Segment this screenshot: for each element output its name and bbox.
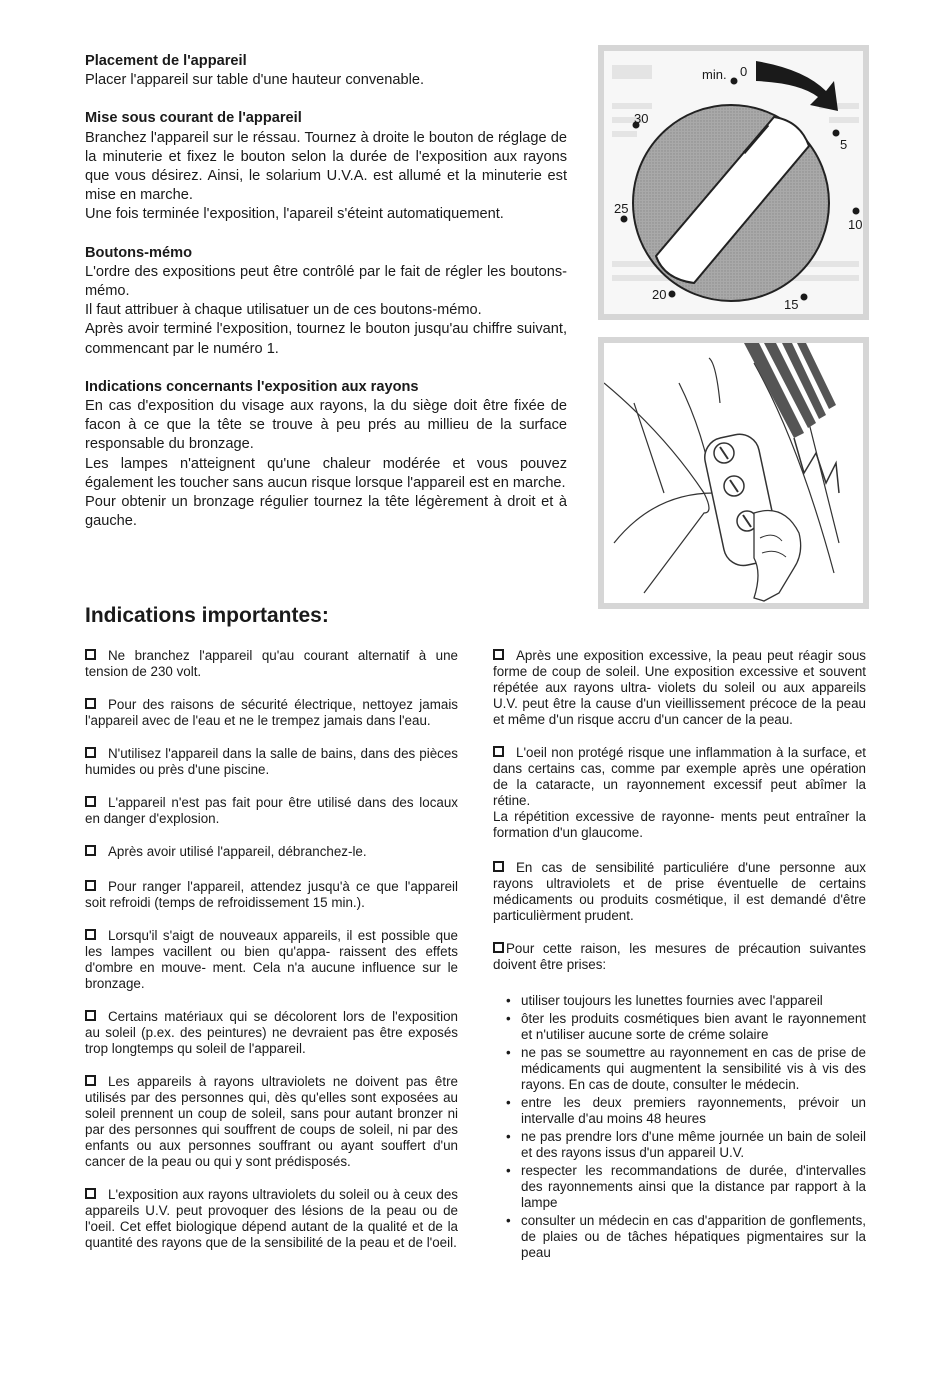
warning-item: Certains matériaux qui se décolorent lors de l'exposition au soleil (p.ex. des peintures) ne devraient pas être exposés trop longtemps qu soleil de l'appareil. <box>85 1009 458 1056</box>
checkbox-icon <box>493 746 504 757</box>
section-title: Indications concernants l'exposition aux rayons <box>85 378 419 395</box>
precaution-item: • ne pas prendre lors d'une même journée un bain de soleil et des rayons issus d'un appareil U.V. <box>521 1129 866 1161</box>
dial-mark-20: 20 <box>652 287 667 302</box>
precautions-intro: Pour cette raison, les mesures de précaution suivantes doivent être prises: <box>493 941 866 972</box>
section-body: Une fois terminée l'exposition, l'apareil s'éteint automatiquement. <box>85 206 504 223</box>
section-exposure <box>85 378 567 532</box>
section-title: Boutons-mémo <box>85 244 193 261</box>
important-heading: Indications importantes: <box>85 604 329 627</box>
section-body: Placer l'appareil sur table d'une hauteur convenable. <box>85 72 425 89</box>
checkbox-icon <box>85 845 96 856</box>
section-title: Placement de l'appareil <box>85 53 247 69</box>
checkbox-icon <box>85 1010 96 1021</box>
timer-dial-illustration <box>604 51 863 314</box>
warning-item: L'appareil n'est pas fait pour être utilisé dans des locaux en danger d'explosion. <box>85 795 458 826</box>
warning-item: Pour ranger l'appareil, attendez jusqu'à ce que l'appareil soit refroidi (temps de refroidissement 15 min.). <box>85 879 458 910</box>
checkbox-icon <box>493 861 504 872</box>
dial-mark-30: 30 <box>634 111 649 126</box>
dial-mark-5: 5 <box>840 137 848 152</box>
checkbox-icon <box>85 698 96 709</box>
warning-item: L'oeil non protégé risque une inflammation à la surface, et dans certains cas, comme par exemple après une opération de la cataracte, un rayonnement excessif peut abîmer la rétine. <box>493 745 866 808</box>
precaution-item: • respecter les recommandations de durée, d'intervalles des rayonnements ainsi que la distance par rapport à la lampe <box>521 1163 866 1211</box>
checkbox-icon <box>85 880 96 891</box>
section-title: Mise sous courant de l'appareil <box>85 110 302 127</box>
precaution-item: • ne pas se soumettre au rayonnement en cas de prise de médicaments qui augmentent la sensibilité vis à vis des rayons. En cas de doute, consulter le médecin. <box>521 1045 866 1093</box>
warning-item: Les appareils à rayons ultraviolets ne doivent pas être utilisés par des personnes qui, dès qu'elles sont exposées au soleil prennent un coup de soleil, sans pour autant bronzer ni par des personnes qui souffrent de coups de soleil, ni par des enfants ou aux personnes souffrant ou ayant souffert d'un cancer de la peau ou qui y sont prédisposés. <box>85 1074 458 1169</box>
section-memo-buttons <box>85 244 567 359</box>
warning-item: En cas de sensibilité particuliére d'une personne aux rayons ultraviolets et de prise éventuelle de certains médicaments ou produits cosmétique, il est demandé d'être particulièrment prudent. <box>493 860 866 923</box>
dial-mark-10: 10 <box>848 217 863 232</box>
checkbox-icon <box>493 649 504 660</box>
warning-item: Pour des raisons de sécurité électrique, nettoyez jamais l'appareil avec de l'eau et ne le trempez jamais dans l'eau. <box>85 697 458 728</box>
dial-mark-25: 25 <box>614 201 629 216</box>
checkbox-icon <box>85 1188 96 1199</box>
precaution-item: • ôter les produits cosmétiques bien avant le rayonnement et n'utiliser aucune sorte de créme solaire <box>521 1011 866 1043</box>
section-body: L'ordre des expositions peut être contrôlé par le fait de régler les boutons-mémo. <box>85 263 567 300</box>
section-body: Pour obtenir un bronzage régulier tournez la tête légèrement à droit et à gauche. <box>85 494 567 530</box>
section-body: Après avoir terminé l'exposition, tournez le bouton jusqu'au chiffre suivant, commencant par le numéro 1. <box>85 321 567 357</box>
warning-item: L'exposition aux rayons ultraviolets du soleil ou à ceux des appareils U.V. peut provoquer des lésions de la peau ou de l'oeil. Cet effet biologique dépend autant de la qualité et de la quantité des rayons que de la sensibilité de la peau et de l'oeil. <box>85 1187 458 1250</box>
dial-mark-0: 0 <box>740 64 748 79</box>
warning-item: Ne branchez l'appareil qu'au courant alternatif à une tension de 230 volt. <box>85 648 458 679</box>
section-body: En cas d'exposition du visage aux rayons, la du siège doit être fixée de facon à ce que la tête se trouve à peu prés au millieu de la surface responsable du bronzage. <box>85 398 567 453</box>
dial-min-label: min. <box>702 67 727 82</box>
checkbox-icon <box>85 796 96 807</box>
warning-item: N'utilisez l'appareil dans la salle de bains, dans des pièces humides ou près d'une piscine. <box>85 746 458 777</box>
checkbox-icon <box>85 1075 96 1086</box>
checkbox-icon <box>85 929 96 940</box>
warning-item: Lorsqu'il s'aigt de nouveaux appareils, il est possible que les lampes vacillent ou bien qu'appa- raissent des effets d'ombre en mouve- ment. Cela n'a aucune influence sur le bronzage. <box>85 928 458 991</box>
section-placement <box>85 52 567 90</box>
section-body: Il faut attribuer à chaque utilisatuer un de ces boutons-mémo. <box>85 302 482 319</box>
section-power <box>85 109 567 224</box>
warning-item-continuation: La répétition excessive de rayonne- ments peut entraîner la formation d'un glaucome. <box>493 809 866 840</box>
precaution-item: • entre les deux premiers rayonnements, prévoir un intervalle d'au moins 48 heures <box>521 1095 866 1127</box>
checkbox-icon <box>493 942 504 953</box>
dial-mark-15: 15 <box>784 297 799 312</box>
section-body: Les lampes n'atteignent qu'une chaleur modérée et vous pouvez également les toucher sans aucun risque lorsque l'appareil est en marche. <box>85 455 567 491</box>
warnings-right-column <box>493 648 866 1263</box>
checkbox-icon <box>85 747 96 758</box>
warnings-left-column <box>85 648 458 1268</box>
warning-item: Après avoir utilisé l'appareil, débranchez-le. <box>85 844 458 860</box>
timer-dial-figure <box>598 45 869 320</box>
setup-instructions <box>85 52 567 550</box>
device-buttons-figure <box>598 337 869 609</box>
section-body: Branchez l'appareil sur le réssau. Tournez à droite le bouton de réglage de la minuterie et fixez le bouton selon la durée de l'exposition aux rayons que vous désirez. Ainsi, le solarium U.V.A. est allumé et la minuterie est mise en marche. <box>85 129 567 204</box>
precaution-item: • utiliser toujours les lunettes fournies avec l'appareil <box>521 993 866 1009</box>
warning-item: Après une exposition excessive, la peau peut réagir sous forme de coup de soleil. Une exposition excessive et souvent répétée aux rayons ultra- violets du soleil ou aux appareils U.V. peut être la cause d'un vieillissement précoce de la peau et même d'un risque accru d'un cancer de la peau. <box>493 648 866 727</box>
device-illustration <box>604 343 863 603</box>
precaution-item: • consulter un médecin en cas d'apparition de gonflements, de plaies ou de tâches hépatiques pigmentaires sur la peau <box>521 1213 866 1261</box>
precautions-list <box>493 993 866 1261</box>
checkbox-icon <box>85 649 96 660</box>
